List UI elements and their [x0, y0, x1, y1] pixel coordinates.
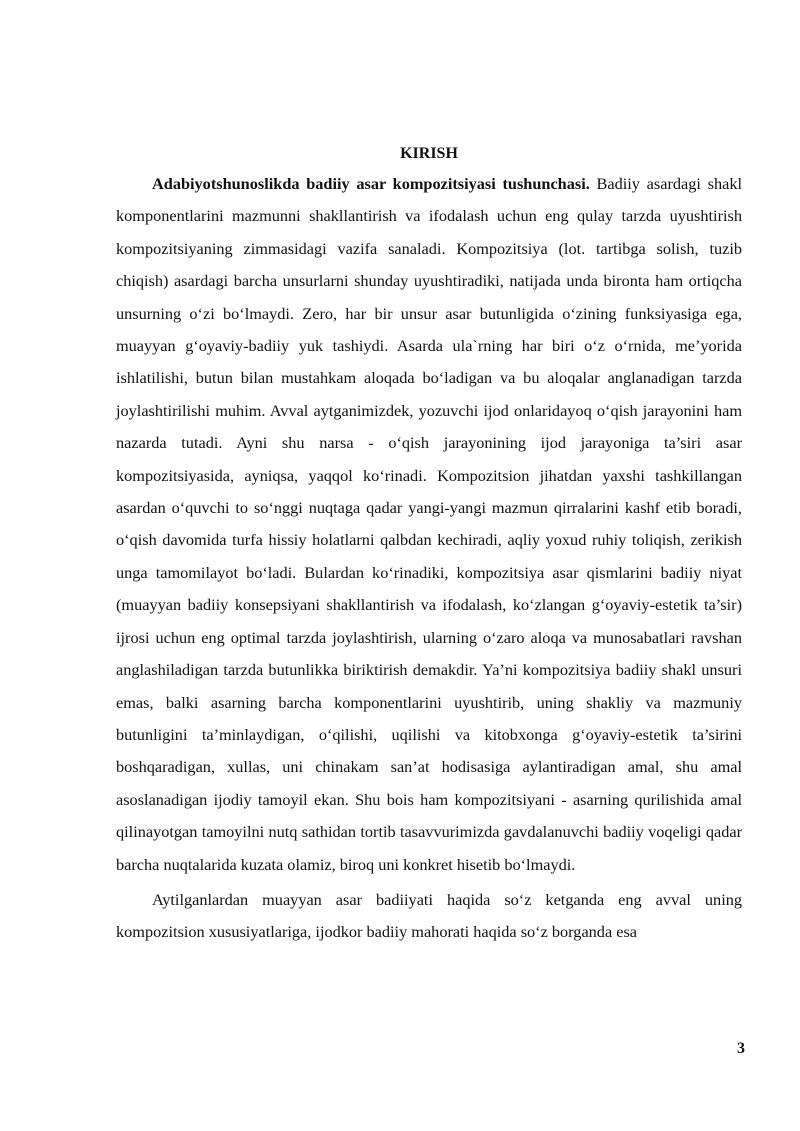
paragraph-lead-title: Adabiyotshunoslikda badiiy asar kompozitsiyasi tushunchasi. — [152, 174, 590, 193]
page-number: 3 — [737, 1040, 745, 1057]
document-page — [116, 140, 742, 949]
paragraph-continuation — [116, 884, 742, 949]
section-heading: KIRISH — [400, 145, 458, 162]
paragraph-composition-concept — [116, 168, 742, 881]
paragraph-body: Aytilganlardan muayyan asar badiiyati haqida so‘z ketganda eng avval uning kompozitsion xususiyatlariga, ijodkor badiiy mahorati haqida so‘z borganda esa — [116, 889, 742, 942]
paragraph-body: Badiiy asardagi shakl komponentlarini mazmunni shakllantirish va ifodalash uchun eng qulay tarzda uyushtirish kompozitsiyaning zimmasidagi vazifa sanaladi. Kompozitsiya (lot. tartibga solish, tuzib chiqish) asardagi barcha unsurlarni shunday uyushtiradiki, natijada unda bironta ham ortiqcha unsurning o‘zi bo‘lmaydi. Zero, har bir unsur asar butunligida o‘zining funksiyasiga ega, muayyan g‘oyaviy-badiiy yuk tashiydi. Asarda ula`rning har biri o‘z o‘rnida, me’yorida ishlatilishi, butun bilan mustahkam aloqada bo‘ladigan va bu aloqalar anglanadigan tarzda joylashtirilishi muhim. Avval aytganimizdek, yozuvchi ijod onlaridayoq o‘qish jarayonini ham nazarda tutadi. Ayni shu narsa - o‘qish jarayonining ijod jarayoniga ta’siri asar kompozitsiyasida, ayniqsa, yaqqol ko‘rinadi. Kompozitsion jihatdan yaxshi tashkillangan asardan o‘quvchi to so‘nggi nuqtaga qadar yangi-yangi mazmun qirralarini kashf etib boradi, o‘qish davomida turfa hissiy holatlarni qalbdan kechiradi, aqliy yoxud ruhiy toliqish, zerikish unga tamomilayot bo‘ladi. Bulardan ko‘rinadiki, kompozitsiya asar qismlarini badiiy niyat (muayyan badiiy konsepsiyani shakllantirish va ifodalash, ko‘zlangan g‘oyaviy-estetik ta’sir) ijrosi uchun eng optimal tarzda joylashtirish, ularning o‘zaro aloqa va munosabatlari ravshan anglashiladigan tarzda butunlikka biriktirish demakdir. Ya’ni kompozitsiya badiiy shakl unsuri emas, balki asarning barcha komponentlarini uyushtirib, uning shakliy va mazmuniy butunligini ta’minlaydigan, o‘qilishi, uqilishi va kitobxonga g‘oyaviy-estetik ta’sirini boshqaradigan, xullas, uni chinakam san’at hodisasiga aylantiradigan amal, shu amal asoslanadigan ijodiy tamoyil ekan. Shu bois ham kompozitsiyani - asarning qurilishida amal qilinayotgan tamoyilni nutq sathidan tortib tasavvurimizda gavdalanuvchi badiiy voqeligi qadar barcha nuqtalarida kuzata olamiz, biroq uni konkret hisetib bo‘lmaydi. — [116, 174, 742, 874]
